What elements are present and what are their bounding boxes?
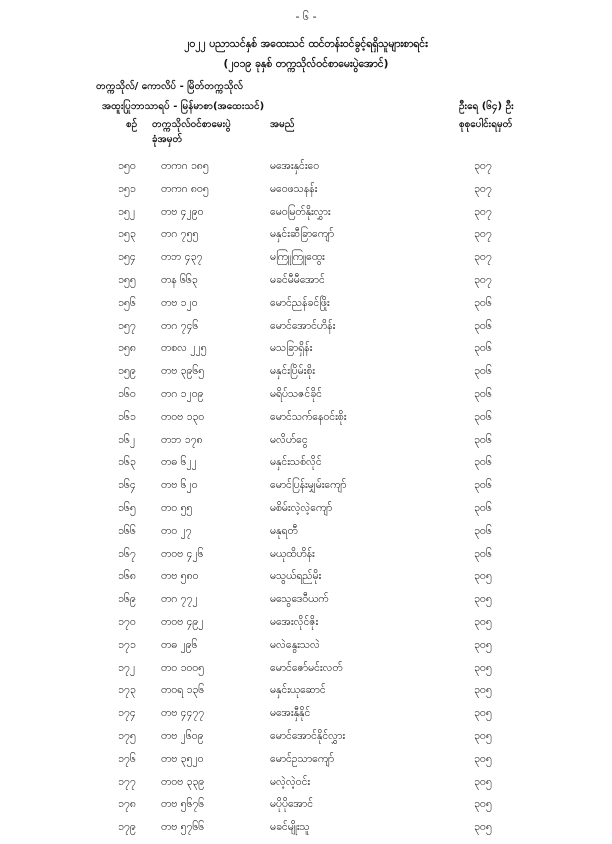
total-marks: ၃၀၅ bbox=[474, 661, 492, 674]
total-marks: ၃၀၆ bbox=[474, 456, 492, 469]
student-name: မောင်သက်နေဝင်းစိုး bbox=[270, 410, 347, 423]
student-name: မသခြာရှိန်း bbox=[270, 342, 313, 355]
roll-number: တဗ ၃၉၆၅ bbox=[161, 365, 205, 378]
student-name: မကြူကြူထွေး bbox=[270, 251, 325, 264]
student-name: မခင်မီမီအောင် bbox=[270, 273, 325, 286]
total-marks: ၃၀၆ bbox=[474, 387, 492, 400]
row-number: ၁၅၈ bbox=[118, 342, 136, 355]
row-number: ၁၇၂ bbox=[118, 661, 135, 674]
student-name: မလဲ့လဲ့ဝင်း bbox=[270, 775, 311, 788]
table-row bbox=[0, 320, 612, 343]
table-row bbox=[0, 798, 612, 821]
total-marks: ၃၀၆ bbox=[474, 410, 492, 423]
row-number: ၁၇၃ bbox=[118, 684, 136, 697]
student-name: မသွယ်ရည်မိုး bbox=[270, 570, 322, 583]
table-row bbox=[0, 707, 612, 730]
total-marks: ၃၀၇ bbox=[474, 273, 492, 286]
results-list bbox=[0, 160, 612, 844]
table-row bbox=[0, 251, 612, 274]
count-label: ဦးရေ (၆၄) ဦး bbox=[459, 101, 514, 112]
student-name: မဝေဖသနန်း bbox=[270, 182, 318, 195]
total-marks: ၃၀၆ bbox=[474, 524, 492, 537]
roll-number: တဗ ၅၆၇၆ bbox=[161, 798, 205, 811]
student-name: မောင်ဇော်မင်းလတ် bbox=[270, 661, 343, 674]
student-name: မနှင်းယုဆောင် bbox=[270, 684, 326, 697]
roll-number: တဗ ၅၈၀ bbox=[161, 570, 199, 583]
table-row bbox=[0, 776, 612, 799]
row-number: ၁၆၁ bbox=[118, 410, 136, 423]
table-row bbox=[0, 411, 612, 434]
row-number: ၁၅၄ bbox=[118, 251, 136, 264]
total-marks: ၃၀၆ bbox=[474, 547, 492, 560]
total-marks: ၃၀၇ bbox=[474, 251, 492, 264]
row-number: ၁၅၁ bbox=[118, 182, 136, 195]
total-marks: ၃၀၆ bbox=[474, 342, 492, 355]
roll-number: တဝ ၅၅ bbox=[161, 501, 193, 514]
roll-number: တဗ ၁၂၀ bbox=[161, 296, 198, 309]
table-row bbox=[0, 365, 612, 388]
row-number: ၁၅၉ bbox=[118, 365, 136, 378]
total-marks: ၃၀၅ bbox=[474, 593, 492, 606]
row-number: ၁၆၅ bbox=[118, 501, 136, 514]
table-row bbox=[0, 662, 612, 685]
student-name: မအေးလိုင်ဇိုး bbox=[270, 615, 319, 628]
row-number: ၁၇၇ bbox=[118, 775, 136, 788]
student-name: မလိဟ်ငွေ bbox=[270, 433, 308, 446]
roll-number: တဗ ၄၂၉၀ bbox=[161, 205, 204, 218]
row-number: ၁၇၅ bbox=[118, 729, 136, 742]
roll-number: တဓ ၂၉၆ bbox=[161, 638, 198, 651]
table-row bbox=[0, 456, 612, 479]
total-marks: ၃၀၆ bbox=[474, 501, 492, 514]
student-name: မောင်ညန်ခင်ဖြိုး bbox=[270, 296, 330, 309]
column-header-total-marks: စုစုပေါင်းရမှတ် bbox=[459, 119, 513, 130]
row-number: ၁၅၅ bbox=[118, 273, 136, 286]
roll-number: တ၀ဗ ၄၂၆ bbox=[161, 547, 204, 560]
student-name: မနှင်းဆီခြာကျော် bbox=[270, 228, 335, 241]
student-name: မအေးနှင်းဝေ bbox=[270, 160, 320, 172]
roll-number: တဗ ၄၄၇၇ bbox=[161, 707, 205, 720]
column-header-roll: တက္ကသိုလ်ဝင်စာမေးပွဲ ခုံအမှတ် bbox=[152, 119, 231, 145]
roll-number: တဂ ၇၇၂ bbox=[161, 593, 198, 606]
row-number: ၁၆၆ bbox=[118, 524, 136, 537]
column-header-name: အမည် bbox=[270, 119, 295, 130]
table-row bbox=[0, 639, 612, 662]
row-number: ၁၅၆ bbox=[118, 296, 136, 309]
roll-number: တဝ ၂၇ bbox=[161, 524, 192, 537]
row-number: ၁၅၂ bbox=[118, 205, 135, 218]
row-number: ၁၇၀ bbox=[118, 615, 136, 628]
table-row bbox=[0, 593, 612, 616]
document-title: ၂၀၂၂ ပညာသင်နှစ် အထေးသင် ထင်တန်းဝင်ခွင့်ရရှိသူများစာရင်း bbox=[184, 38, 428, 50]
total-marks: ၃၀၅ bbox=[474, 570, 492, 583]
total-marks: ၃၀၇ bbox=[474, 228, 492, 241]
roll-number: တဗ ၅၇၆၆ bbox=[161, 821, 205, 834]
total-marks: ၃၀၅ bbox=[474, 775, 492, 788]
roll-number: တ၀ရ ၁၃၆ bbox=[161, 684, 205, 697]
table-row bbox=[0, 479, 612, 502]
roll-number: တ၀ဗ ၁၃၀ bbox=[161, 410, 205, 423]
roll-number: တဗ ၃၅၂၀ bbox=[161, 752, 204, 765]
roll-number: တဝ ၁၀၀၅ bbox=[161, 661, 205, 674]
roll-number: တကဂ ၈၀၅ bbox=[161, 182, 209, 195]
table-row bbox=[0, 753, 612, 776]
total-marks: ၃၀၆ bbox=[474, 319, 492, 332]
roll-number: တဂ ၇၅၅ bbox=[161, 228, 199, 241]
table-row bbox=[0, 297, 612, 320]
table-row bbox=[0, 502, 612, 525]
row-number: ၁၆၀ bbox=[118, 387, 136, 400]
table-row bbox=[0, 570, 612, 593]
total-marks: ၃၀၅ bbox=[474, 752, 492, 765]
student-name: မအေးနှီနိုင် bbox=[270, 707, 311, 720]
total-marks: ၃၀၇ bbox=[474, 205, 492, 218]
row-number: ၁၆၇ bbox=[118, 547, 136, 560]
student-name: မလဲနွေးသလဲ bbox=[270, 638, 320, 651]
total-marks: ၃၀၅ bbox=[474, 684, 492, 697]
student-name: မောင်အောင်ဟိန်း bbox=[270, 319, 336, 332]
student-name: မပိုပိုအောင် bbox=[270, 798, 314, 811]
row-number: ၁၇၆ bbox=[118, 752, 136, 765]
total-marks: ၃၀၇ bbox=[474, 160, 492, 172]
roll-number: တကဂ ၁၈၅ bbox=[161, 160, 209, 172]
roll-number: တဓ ၆၂၂ bbox=[161, 456, 197, 469]
column-header-no: စဉ် bbox=[126, 119, 138, 130]
table-row bbox=[0, 684, 612, 707]
table-row bbox=[0, 342, 612, 365]
total-marks: ၃၀၅ bbox=[474, 729, 492, 742]
table-row bbox=[0, 434, 612, 457]
student-name: မေဝမြတ်နိုးလွှား bbox=[270, 205, 331, 218]
row-number: ၁၇၉ bbox=[118, 821, 136, 834]
table-row bbox=[0, 183, 612, 206]
page-number: - ၆ - bbox=[295, 10, 317, 23]
roll-number: တစလ ၂၂၅ bbox=[161, 342, 207, 355]
table-row bbox=[0, 730, 612, 753]
total-marks: ၃၀၇ bbox=[474, 182, 492, 195]
table-row bbox=[0, 228, 612, 251]
row-number: ၁၆၃ bbox=[118, 456, 136, 469]
total-marks: ၃၀၅ bbox=[474, 798, 492, 811]
row-number: ၁၆၄ bbox=[118, 479, 136, 492]
student-name: မနုရတီ bbox=[270, 524, 298, 537]
student-name: မစိမ်းလဲ့လဲ့ကျော် bbox=[270, 501, 333, 514]
row-number: ၁၇၄ bbox=[118, 707, 136, 720]
roll-number: တဘ ၄၃၇ bbox=[161, 251, 203, 264]
roll-number: တ၀ဗ ၃၃၉ bbox=[161, 775, 205, 788]
student-name: မယုထိဟိန်း bbox=[270, 547, 315, 560]
document-subtitle: (၂၀၁၉ ခုနှစ် တက္ကသိုလ်ဝင်စာမေးပွဲအောင်) bbox=[223, 58, 389, 70]
total-marks: ၃၀၅ bbox=[474, 638, 492, 651]
table-row bbox=[0, 388, 612, 411]
total-marks: ၃၀၆ bbox=[474, 296, 492, 309]
roll-number: တဗ ၆၂၀ bbox=[161, 479, 198, 492]
subject-label: အထူးပြုဘာသာရပ် - မြန်မာစာ(အထေးသင်) bbox=[102, 101, 265, 112]
total-marks: ၃၀၆ bbox=[474, 479, 492, 492]
table-row bbox=[0, 616, 612, 639]
student-name: မနှင်းပြိမ်းစိုး bbox=[270, 365, 315, 378]
row-number: ၁၆၈ bbox=[118, 570, 136, 583]
row-number: ၁၅၃ bbox=[118, 228, 136, 241]
table-row bbox=[0, 206, 612, 229]
student-name: မခင်မျိုးသူ bbox=[270, 821, 310, 834]
table-row bbox=[0, 525, 612, 548]
row-number: ၁၇၈ bbox=[118, 798, 136, 811]
university-label: တက္ကသိုလ်/ ကောလိပ် - မြိတ်တက္ကသိုလ် bbox=[96, 81, 243, 92]
total-marks: ၃၀၅ bbox=[474, 615, 492, 628]
roll-number: တဗ ၂၆၀၉ bbox=[161, 729, 204, 742]
row-number: ၁၆၂ bbox=[118, 433, 135, 446]
total-marks: ၃၀၆ bbox=[474, 365, 492, 378]
table-row bbox=[0, 821, 612, 844]
row-number: ၁၇၁ bbox=[118, 638, 136, 651]
roll-number: တဘ ၁၇၈ bbox=[161, 433, 203, 446]
total-marks: ၃၀၅ bbox=[474, 707, 492, 720]
table-row bbox=[0, 274, 612, 297]
student-name: မနှင်းသစ်လိုင် bbox=[270, 456, 322, 469]
row-number: ၁၅၇ bbox=[118, 319, 136, 332]
student-name: မောင်ဥသာကျော် bbox=[270, 752, 335, 765]
table-row bbox=[0, 548, 612, 571]
roll-number: တန ၆၆၃ bbox=[161, 273, 198, 286]
table-row bbox=[0, 160, 612, 183]
roll-number: တဂ ၁၂၀၉ bbox=[161, 387, 204, 400]
student-name: မရိပ်သဇင်ခိုင် bbox=[270, 387, 322, 400]
row-number: ၁၆၉ bbox=[118, 593, 136, 606]
row-number: ၁၅၀ bbox=[118, 160, 136, 172]
total-marks: ၃၀၆ bbox=[474, 433, 492, 446]
roll-number: တဂ ၇၄၆ bbox=[161, 319, 199, 332]
student-name: မသွေဒေဝီယက် bbox=[270, 593, 329, 606]
total-marks: ၃၀၅ bbox=[474, 821, 492, 834]
student-name: မောင်အောင်နိုင်လွှား bbox=[270, 729, 345, 742]
student-name: မောင်ပြန်းမျှမ်းကျော် bbox=[270, 479, 347, 492]
roll-number: တ၀ဗ ၄၉၂ bbox=[161, 615, 204, 628]
